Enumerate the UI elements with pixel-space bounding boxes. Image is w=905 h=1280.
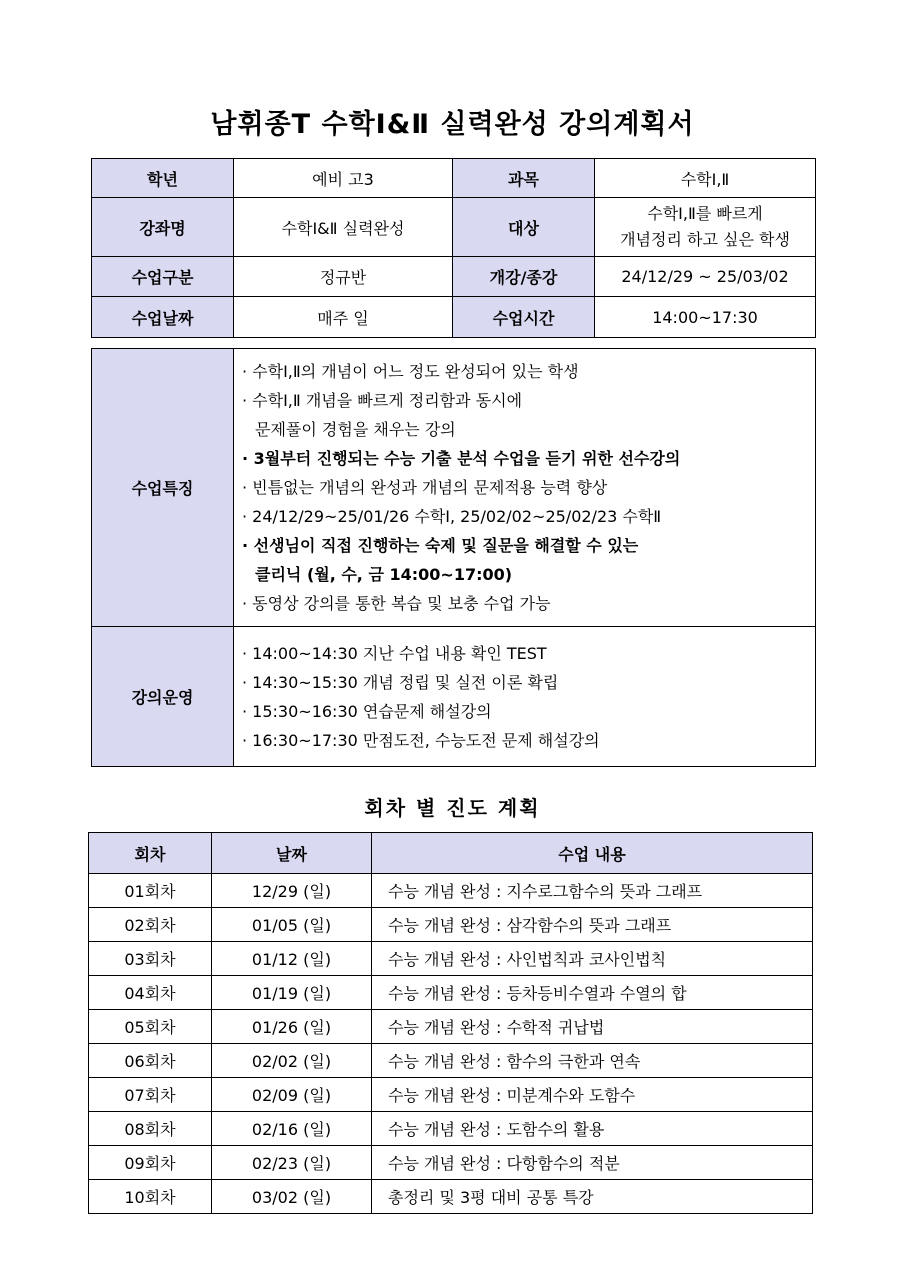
table-row: [89, 1044, 813, 1078]
date-cell: 01/05 (일): [212, 908, 372, 942]
feature-line: · 빈틈없는 개념의 완성과 개념의 문제적용 능력 향상: [242, 478, 608, 497]
table-row: [89, 1078, 813, 1112]
operation-line: · 14:30~15:30 개념 정립 및 실전 이론 확립: [242, 672, 559, 692]
target-label: 대상: [453, 198, 595, 257]
content-cell: 수능 개념 완성 : 사인법칙과 코사인법칙: [372, 942, 813, 976]
schedule-header-content: 수업 내용: [372, 833, 813, 874]
class-type-label: 수업구분: [92, 257, 234, 297]
document-title: 남휘종T 수학Ⅰ&Ⅱ 실력완성 강의계획서: [210, 109, 695, 140]
content-cell: 총정리 및 3평 대비 공통 특강: [372, 1180, 813, 1214]
course-name-label: 강좌명: [92, 198, 234, 257]
schedule-header-date: 날짜: [212, 833, 372, 874]
date-cell: 02/16 (일): [212, 1112, 372, 1146]
session-cell: 01회차: [89, 874, 212, 908]
date-cell: 02/23 (일): [212, 1146, 372, 1180]
target-value: [595, 198, 816, 257]
content-cell: 수능 개념 완성 : 삼각함수의 뜻과 그래프: [372, 908, 813, 942]
feature-line: · 동영상 강의를 통한 복습 및 보충 수업 가능: [242, 594, 551, 613]
session-cell: 06회차: [89, 1044, 212, 1078]
grade-label: 학년: [92, 159, 234, 198]
period-value: 24/12/29 ~ 25/03/02: [595, 257, 816, 297]
table-row: [89, 1146, 813, 1180]
target-line-1: 수학Ⅰ,Ⅱ를 빠르게: [647, 204, 763, 223]
subject-value: 수학Ⅰ,Ⅱ: [595, 159, 816, 198]
content-cell: 수능 개념 완성 : 다항함수의 적분: [372, 1146, 813, 1180]
table-row: [89, 942, 813, 976]
feature-line: 클리닉 (월, 수, 금 14:00~17:00): [255, 565, 513, 584]
subject-label: 과목: [453, 159, 595, 198]
feature-line: · 선생님이 직접 진행하는 숙제 및 질문을 해결할 수 있는: [242, 536, 639, 555]
content-cell: 수능 개념 완성 : 미분계수와 도함수: [372, 1078, 813, 1112]
operation-line: · 14:00~14:30 지난 수업 내용 확인 TEST: [242, 643, 547, 663]
target-line-2: 개념정리 하고 싶은 학생: [620, 230, 790, 249]
period-label: 개강/종강: [453, 257, 595, 297]
course-features-table: [91, 348, 816, 767]
schedule-header-session: 회차: [89, 833, 212, 874]
session-cell: 04회차: [89, 976, 212, 1010]
class-time-label: 수업시간: [453, 297, 595, 338]
session-cell: 05회차: [89, 1010, 212, 1044]
date-cell: 01/19 (일): [212, 976, 372, 1010]
class-day-label: 수업날짜: [92, 297, 234, 338]
table-row: [89, 976, 813, 1010]
table-row: [89, 1112, 813, 1146]
date-cell: 01/26 (일): [212, 1010, 372, 1044]
schedule-title: 회차 별 진도 계획: [364, 796, 541, 820]
date-cell: 03/02 (일): [212, 1180, 372, 1214]
session-cell: 07회차: [89, 1078, 212, 1112]
session-cell: 03회차: [89, 942, 212, 976]
session-cell: 10회차: [89, 1180, 212, 1214]
schedule-table: [88, 832, 813, 1214]
table-row: [89, 1180, 813, 1214]
features-list: [234, 349, 816, 627]
date-cell: 02/02 (일): [212, 1044, 372, 1078]
feature-line: · 수학Ⅰ,Ⅱ의 개념이 어느 정도 완성되어 있는 학생: [242, 362, 579, 381]
content-cell: 수능 개념 완성 : 등차등비수열과 수열의 합: [372, 976, 813, 1010]
operation-list: [234, 627, 816, 767]
grade-value: 예비 고3: [234, 159, 453, 198]
class-day-value: 매주 일: [234, 297, 453, 338]
table-row: [89, 1010, 813, 1044]
date-cell: 02/09 (일): [212, 1078, 372, 1112]
content-cell: 수능 개념 완성 : 함수의 극한과 연속: [372, 1044, 813, 1078]
feature-line: 문제풀이 경험을 채우는 강의: [255, 420, 456, 439]
operation-line: · 16:30~17:30 만점도전, 수능도전 문제 해설강의: [242, 730, 600, 750]
date-cell: 01/12 (일): [212, 942, 372, 976]
features-label: 수업특징: [92, 349, 234, 627]
session-cell: 09회차: [89, 1146, 212, 1180]
feature-line: · 24/12/29~25/01/26 수학Ⅰ, 25/02/02~25/02/23 수학Ⅱ: [242, 507, 662, 526]
feature-line: · 3월부터 진행되는 수능 기출 분석 수업을 듣기 위한 선수강의: [242, 449, 681, 468]
content-cell: 수능 개념 완성 : 수학적 귀납법: [372, 1010, 813, 1044]
course-info-table: [91, 158, 816, 338]
content-cell: 수능 개념 완성 : 지수로그함수의 뜻과 그래프: [372, 874, 813, 908]
date-cell: 12/29 (일): [212, 874, 372, 908]
course-name-value: 수학Ⅰ&Ⅱ 실력완성: [234, 198, 453, 257]
class-time-value: 14:00~17:30: [595, 297, 816, 338]
session-cell: 08회차: [89, 1112, 212, 1146]
content-cell: 수능 개념 완성 : 도함수의 활용: [372, 1112, 813, 1146]
feature-line: · 수학Ⅰ,Ⅱ 개념을 빠르게 정리함과 동시에: [242, 391, 523, 410]
session-cell: 02회차: [89, 908, 212, 942]
table-row: [89, 874, 813, 908]
operation-line: · 15:30~16:30 연습문제 해설강의: [242, 701, 492, 721]
table-row: [89, 908, 813, 942]
class-type-value: 정규반: [234, 257, 453, 297]
operation-label: 강의운영: [92, 627, 234, 767]
